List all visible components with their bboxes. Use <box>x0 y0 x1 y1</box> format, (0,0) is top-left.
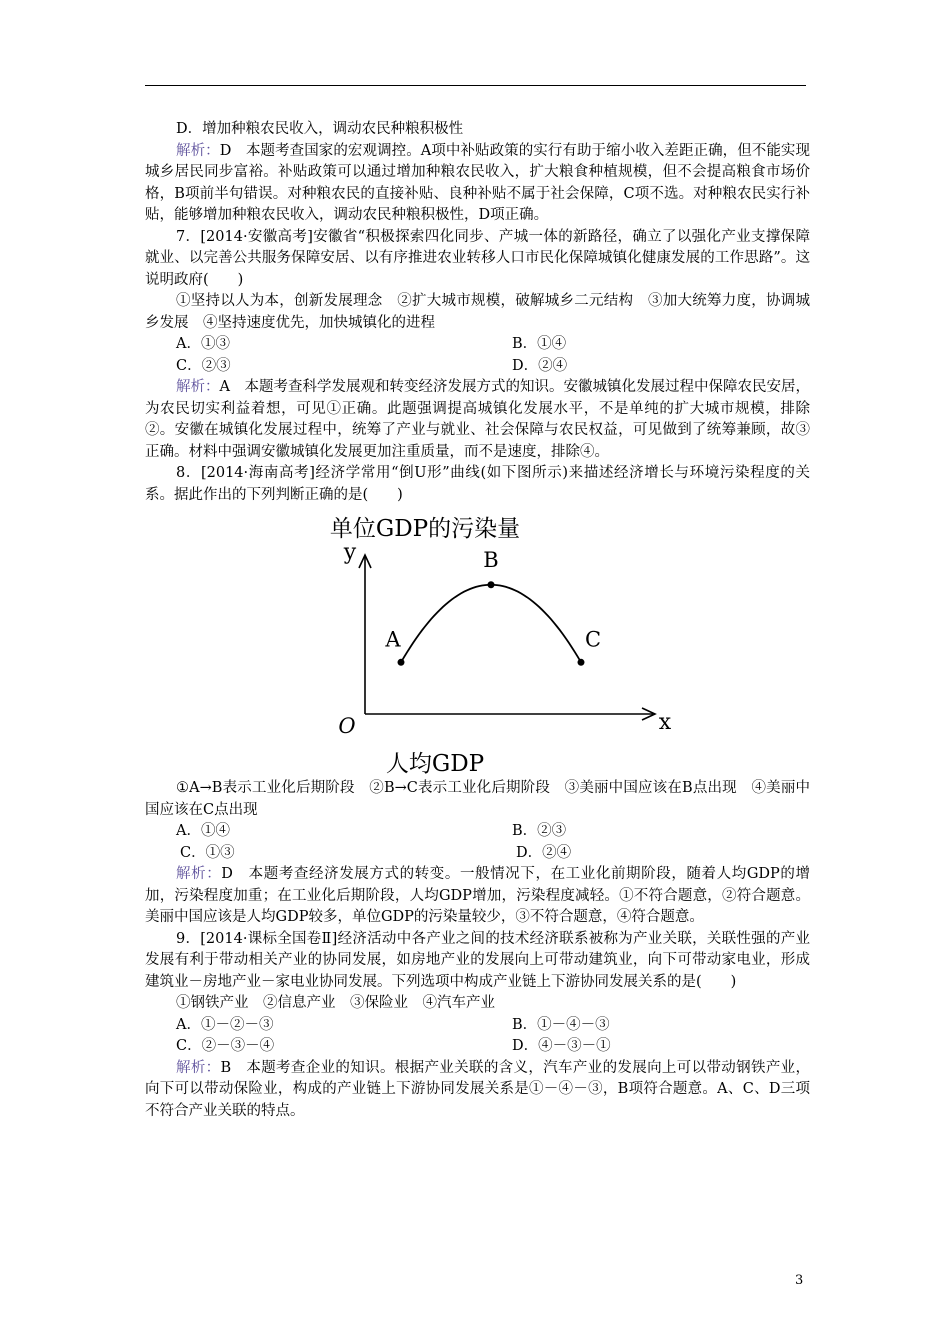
point-a <box>398 659 405 666</box>
q7-options-row-2 <box>145 356 810 378</box>
chart-title: 单位GDP的污染量 <box>329 516 521 542</box>
q9-option-b: B．①－④－③ <box>512 1016 610 1033</box>
point-c <box>578 659 585 666</box>
point-a-label: A <box>385 627 401 652</box>
q9-stem: 9．[2014·课标全国卷Ⅱ]经济活动中各产业之间的技术经济联系被称为产业关联，关联性强的产业发展有利于带动相关产业的协同发展，如房地产业的发展向上可带动建筑业，向下可带动家电业，形成建筑业－房地产业－家电业协同发展。下列选项中构成产业链上下游协同发展关系的是( ) <box>145 930 810 990</box>
analysis-text: D 本题考查经济发展方式的转变。一般情况下，在工业化前期阶段，随着人均GDP的增加，污染程度加重；在工业化后期阶段，人均GDP增加，污染程度减轻。①不符合题意，②符合题意。美丽中国应该是人均GDP较多，单位GDP的污染量较少，③不符合题意，④符合题意。 <box>145 866 810 925</box>
page-content <box>145 119 810 1122</box>
q9-option-c: C．②－③－④ <box>176 1038 275 1054</box>
q9-options-row-2 <box>145 1036 810 1058</box>
chart-xlabel: 人均GDP <box>385 751 485 776</box>
q8-stem: 8．[2014·海南高考]经济学常用“倒U形”曲线(如下图所示)来描述经济增长与环境污染程度的关系。据此作出的下列判断正确的是( ) <box>145 465 810 503</box>
q9-option-d: D．④－③－① <box>512 1038 611 1054</box>
q9-analysis <box>145 1058 810 1123</box>
q9-items: ①钢铁产业 ②信息产业 ③保险业 ④汽车产业 <box>176 995 495 1011</box>
q7-items: ①坚持以人为本，创新发展理念 ②扩大城市规模，破解城乡二元结构 ③加大统筹力度，协调城乡发展 ④坚持速度优先，加快城镇化的进程 <box>145 293 810 331</box>
q7-option-a: A．①③ <box>176 336 230 352</box>
q9-option-a: A．①－②－③ <box>176 1016 274 1033</box>
point-b <box>488 581 495 588</box>
q6-analysis <box>145 141 810 227</box>
analysis-label: 解析： <box>176 142 220 159</box>
q7-option-c: C．②③ <box>176 357 231 374</box>
q7-analysis <box>145 377 810 463</box>
q7-options-row-1 <box>145 334 810 356</box>
q8-option-d: D．②④ <box>516 844 572 861</box>
y-axis-letter: y <box>343 540 357 565</box>
chart-svg <box>145 512 810 776</box>
origin-label: O <box>338 714 356 738</box>
q8-option-c: C．①③ <box>180 844 235 861</box>
inverted-u-curve <box>401 585 581 663</box>
q9-options-row-1 <box>145 1015 810 1037</box>
q7-option-d: D．②④ <box>512 357 568 374</box>
point-c-label: C <box>584 627 602 652</box>
q8-analysis <box>145 864 810 929</box>
analysis-text: B 本题考查企业的知识。根据产业关联的含义，汽车产业的发展向上可以带动钢铁产业，向下可以带动保险业，构成的产业链上下游协同发展关系是①－④－③，B项符合题意。A、C、D三项不符合产业关联的特点。 <box>145 1059 811 1119</box>
page-number: 3 <box>795 1273 804 1288</box>
analysis-text: D 本题考查国家的宏观调控。A项中补贴政策的实行有助于缩小收入差距正确，但不能实现城乡居民同步富裕。补贴政策可以通过增加种粮农民收入，扩大粮食种植规模，但不会提高粮食市场价格，B项前半句错误。对种粮农民的直接补贴、良种补贴不属于社会保障，C项不选。对种粮农民实行补贴，能够增加种粮农民收入，调动农民种粮积极性，D项正确。 <box>145 142 810 223</box>
analysis-label: 解析： <box>176 379 220 395</box>
q6-option-d: D．增加种粮农民收入，调动农民种粮积极性 <box>176 121 464 137</box>
analysis-label: 解析： <box>176 866 222 882</box>
point-b-label: B <box>483 547 499 572</box>
q8-option-a: A．①④ <box>176 823 230 839</box>
header-rule <box>145 85 806 86</box>
q7-option-b: B．①④ <box>512 336 567 352</box>
x-axis-letter: x <box>658 710 672 735</box>
q8-option-b: B．②③ <box>512 823 567 839</box>
analysis-text: A 本题考查科学发展观和转变经济发展方式的知识。安徽城镇化发展过程中保障农民安居，为农民切实利益着想，可见①正确。此题强调提高城镇化发展水平，不是单纯的扩大城市规模，排除②。安徽在城镇化发展过程中，统筹了产业与就业、社会保障与农民权益，可见做到了统筹兼顾，故③正确。材料中强调安徽城镇化发展更加注重质量，而不是速度，排除④。 <box>145 379 811 460</box>
q7-stem: 7．[2014·安徽高考]安徽省“积极探索四化同步、产城一体的新路径，确立了以强化产业支撑保障就业、以完善公共服务保障安居、以有序推进农业转移人口市民化保障城镇化健康发展的工作思路”。这说明政府( ) <box>145 228 810 288</box>
q8-options-row-1 <box>145 821 810 843</box>
analysis-label: 解析： <box>176 1059 221 1076</box>
q8-items: ①A→B表示工业化后期阶段 ②B→C表示工业化后期阶段 ③美丽中国应该在B点出现 ④美丽中国应该在C点出现 <box>145 780 810 818</box>
inverted-u-chart <box>145 512 810 776</box>
q8-options-row-2 <box>145 843 810 865</box>
